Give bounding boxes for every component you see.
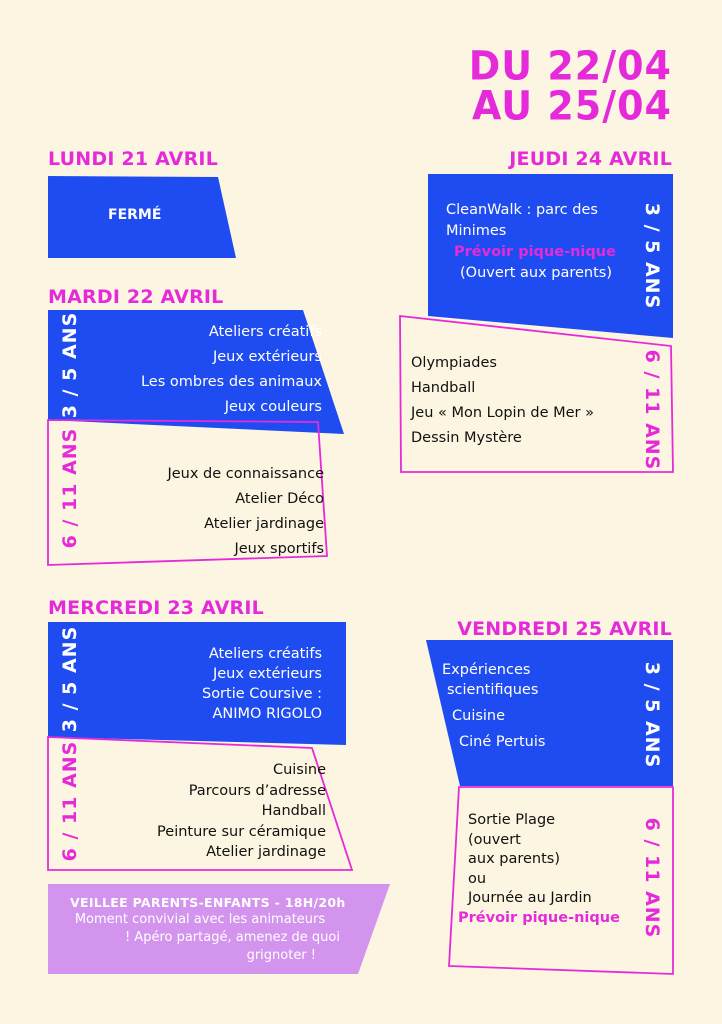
activity-item: Cuisine (452, 708, 506, 724)
activity-item: Dessin Mystère (411, 430, 522, 446)
activity-item: Cuisine (272, 762, 326, 778)
activity-item: aux parents) (468, 851, 561, 867)
wednesday-age-big: 6 / 11 ANS (59, 740, 81, 862)
veillee-title: VEILLEE PARENTS-ENFANTS - 18H/20h (70, 895, 346, 910)
activity-item: Jeux extérieurs (212, 666, 322, 682)
activity-item: Olympiades (411, 355, 497, 371)
thursday-age-big: 6 / 11 ANS (641, 349, 663, 471)
activity-item: Jeux sportifs (234, 541, 324, 557)
wednesday-age-small: 3 / 5 ANS (59, 625, 81, 733)
activity-item: Jeu « Mon Lopin de Mer » (411, 405, 594, 421)
activity-item: Handball (411, 380, 476, 396)
friday-age-small: 3 / 5 ANS (641, 661, 663, 769)
activity-item: Atelier Déco (235, 491, 324, 507)
date-range-line2: AU 25/04 (472, 82, 672, 130)
friday-age-big: 6 / 11 ANS (641, 817, 663, 939)
activity-item: ou (468, 870, 487, 887)
activity-item: Ateliers créatifs (208, 324, 322, 340)
activity-item: Journée au Jardin (468, 890, 592, 906)
activity-item: Peinture sur céramique (157, 823, 326, 840)
activity-item: Handball (261, 803, 326, 819)
tuesday-title: MARDI 22 AVRIL (48, 286, 224, 308)
tuesday-age-small: 3 / 5 ANS (59, 311, 81, 419)
tuesday-big-activities (167, 462, 324, 562)
activity-item: Jeux couleurs (224, 399, 322, 415)
date-range-title (422, 42, 672, 130)
activity-item: Ciné Pertuis (459, 734, 546, 750)
activity-item: Atelier jardinage (204, 516, 324, 532)
activity-item: Atelier jardinage (206, 844, 326, 860)
activity-item: (Ouvert aux parents) (460, 265, 613, 281)
friday-title: VENDREDI 25 AVRIL (457, 618, 672, 640)
activity-item: scientifiques (447, 682, 539, 698)
activity-item: Parcours d’adresse (188, 782, 326, 799)
tuesday-age-big: 6 / 11 ANS (59, 427, 81, 549)
veillee-line: ! Apéro partagé, amenez de quoi (124, 930, 340, 945)
activity-item: Sortie Plage (468, 812, 556, 828)
veillee-line: grignoter ! (246, 948, 316, 963)
monday-title: LUNDI 21 AVRIL (48, 148, 218, 170)
activity-item: Jeux de connaissance (167, 466, 324, 482)
thursday-age-small: 3 / 5 ANS (641, 202, 663, 310)
wednesday-big-activities (157, 760, 326, 863)
activity-item: CleanWalk : parc des (446, 202, 598, 218)
friday-small-activities (442, 660, 545, 752)
veillee-line: Moment convivial avec les animateurs (74, 912, 326, 927)
thursday-small-activities (446, 200, 616, 284)
activity-item: Minimes (446, 223, 507, 239)
activity-item: Jeux extérieurs (212, 349, 322, 365)
activity-item: Sortie Coursive : (201, 686, 322, 702)
friday-big-activities (458, 811, 620, 928)
activity-item: Expériences (442, 662, 531, 678)
wednesday-title: MERCREDI 23 AVRIL (48, 597, 264, 619)
activity-highlight: Prévoir pique-nique (454, 244, 616, 260)
wednesday-small-activities (202, 644, 322, 724)
thursday-title: JEUDI 24 AVRIL (509, 148, 672, 170)
activity-highlight: Prévoir pique-nique (458, 909, 620, 926)
thursday-big-activities (411, 351, 594, 451)
date-range-line1: DU 22/04 (468, 42, 672, 90)
activity-item: ANIMO RIGOLO (212, 706, 322, 722)
activity-item: Les ombres des animaux (140, 374, 322, 390)
tuesday-small-activities (141, 320, 322, 420)
veillee-description (50, 911, 350, 965)
activity-item: Ateliers créatifs (208, 646, 322, 662)
activity-item: (ouvert (468, 831, 521, 848)
monday-closed-label: FERMÉ (108, 207, 162, 223)
